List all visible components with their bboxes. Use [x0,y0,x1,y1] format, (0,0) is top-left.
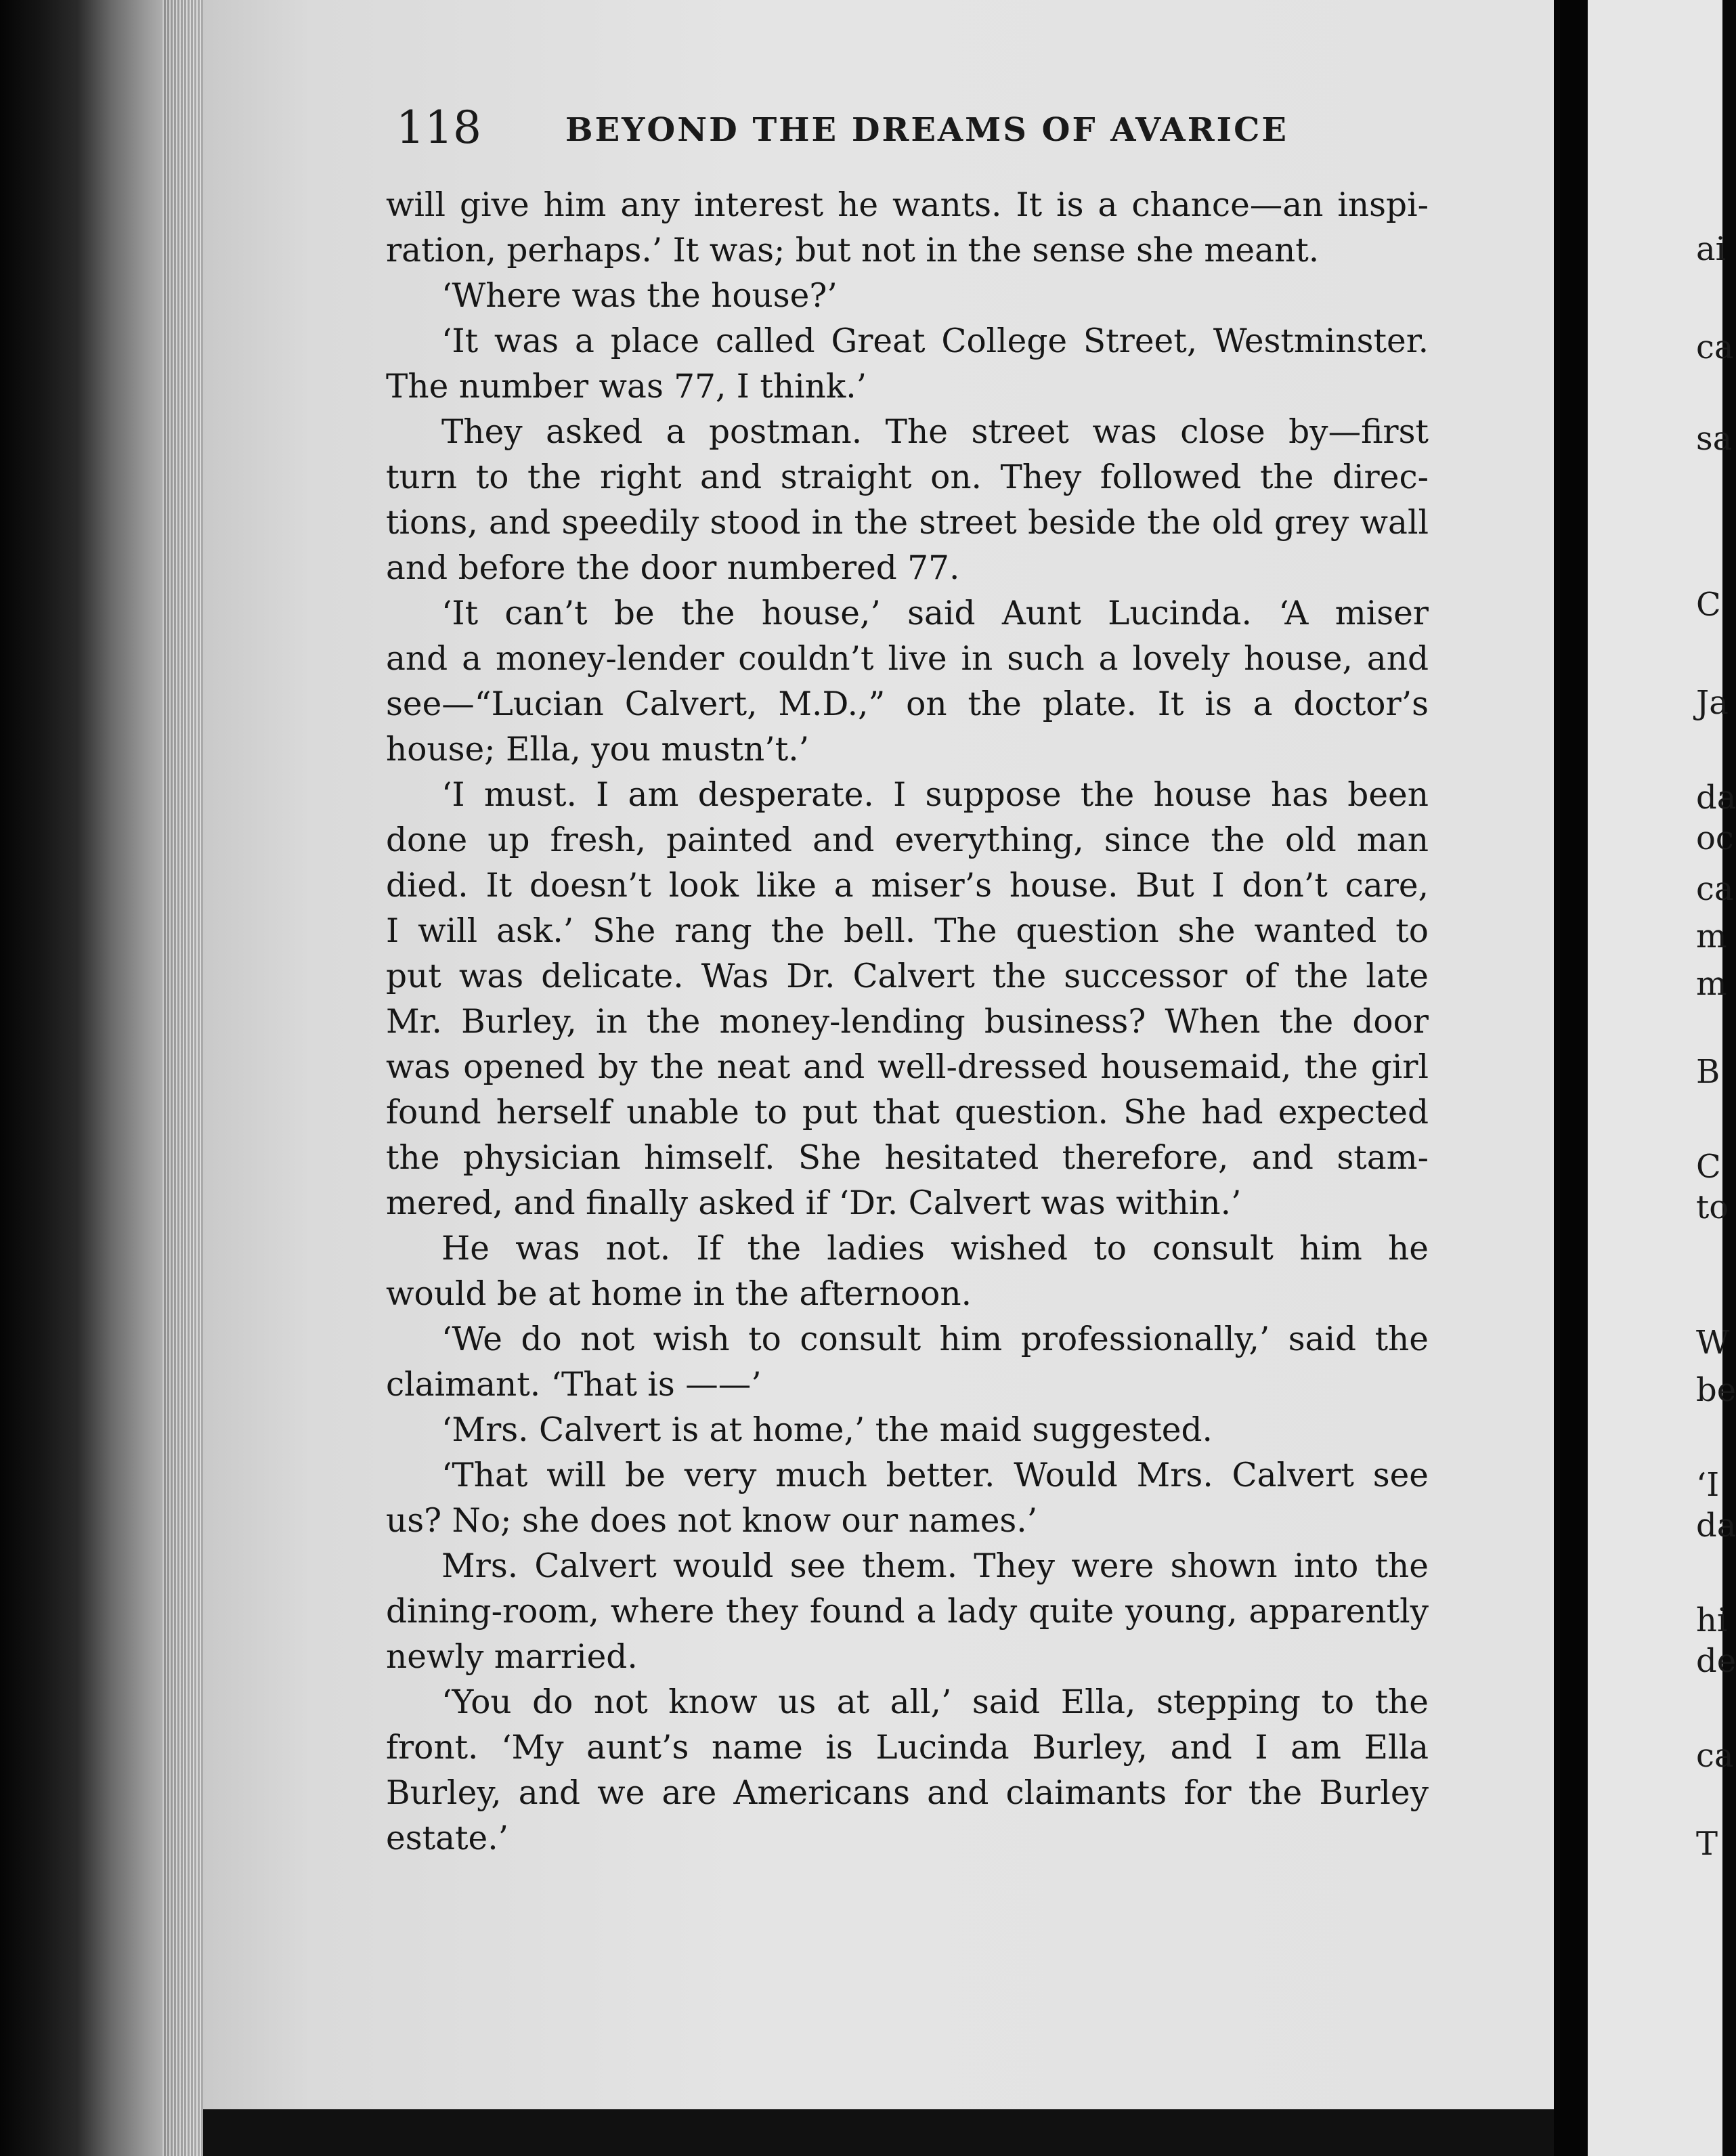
facing-page-fragment: hi [1696,1601,1728,1639]
text-line: Burley, and we are Americans and claimants for the Burley [386,1774,1429,1812]
text-line: Mrs. Calvert would see them. They were shown into the [441,1547,1429,1585]
text-line: tions, and speedily stood in the street beside the old grey wall [386,504,1429,542]
text-line: and before the door numbered 77. [386,549,960,587]
text-line: put was delicate. Was Dr. Calvert the successor of the late [386,957,1429,995]
text-line: done up fresh, painted and everything, since the old man [386,821,1429,859]
text-line: ‘You do not know us at all,’ said Ella, stepping to the [441,1683,1429,1721]
facing-page-fragment: da [1696,779,1736,817]
facing-page-fragment: Ja [1696,684,1729,722]
paragraph [386,1453,1429,1544]
text-line: front. ‘My aunt’s name is Lucinda Burley, and I am Ella [386,1729,1429,1767]
page-number: 118 [396,102,481,154]
facing-page-fragment: C [1696,1148,1721,1186]
paragraph [386,773,1429,1226]
text-line: mered, and finally asked if ‘Dr. Calvert was within.’ [386,1184,1242,1222]
facing-page-fragment: T [1696,1825,1718,1863]
paragraph [386,1680,1429,1861]
facing-page-fragment: de [1696,1642,1736,1680]
facing-page-fragment: be [1696,1371,1736,1409]
facing-page-fragment: C [1696,586,1721,624]
text-line: ‘I must. I am desperate. I suppose the house has been [441,776,1429,814]
text-line: us? No; she does not know our names.’ [386,1502,1038,1540]
text-line: claimant. ‘That is ——’ [386,1366,762,1404]
paragraph [386,1226,1429,1317]
facing-page-fragment: ca [1696,870,1734,908]
facing-page-fragment: B [1696,1053,1720,1091]
facing-page-fragment: ca [1696,328,1734,366]
text-line: estate.’ [386,1819,509,1857]
facing-page-fragment: ca [1696,1737,1734,1775]
text-line: see—“Lucian Calvert, M.D.,” on the plate. It is a doctor’s [386,685,1429,723]
text-line: Mr. Burley, in the money-lending business? When the door [386,1003,1429,1041]
paragraph [386,274,1429,319]
running-title: BEYOND THE DREAMS OF AVARICE [565,111,1288,149]
text-line: ‘Mrs. Calvert is at home,’ the maid suggested. [441,1411,1213,1449]
paragraph [386,183,1429,274]
paragraph [386,1408,1429,1453]
text-line: ‘It was a place called Great College Street, Westminster. [441,322,1429,360]
facing-page-fragment: to [1696,1188,1729,1226]
page-bottom-shadow [203,2109,1554,2156]
page-edges [162,0,203,2156]
text-line: will give him any interest he wants. It is a chance—an inspi- [386,186,1429,224]
text-line: dining-room, where they found a lady quite young, apparently [386,1593,1429,1631]
text-line: ration, perhaps.’ It was; but not in the sense she meant. [386,232,1320,270]
paragraph [386,1317,1429,1408]
facing-page-fragment: sa [1696,420,1733,458]
page-header [396,102,1452,163]
text-line: newly married. [386,1638,638,1676]
book-gutter [1554,0,1588,2156]
text-line: the physician himself. She hesitated therefore, and stam- [386,1139,1429,1177]
facing-page-fragment: oc [1696,819,1734,857]
text-line: ‘We do not wish to consult him professionally,’ said the [441,1320,1429,1358]
text-line: He was not. If the ladies wished to consult him he [441,1230,1429,1268]
facing-page-fragment: da [1696,1507,1736,1545]
facing-page-fragment: W [1696,1324,1730,1362]
body-text [386,183,1429,1861]
paragraph [386,410,1429,591]
facing-page-text-fragments [1696,0,1736,2156]
facing-page-fragment: m [1696,965,1727,1003]
text-line: died. It doesn’t look like a miser’s house. But I don’t care, [386,867,1429,905]
paragraph [386,319,1429,410]
text-line: was opened by the neat and well-dressed housemaid, the girl [386,1048,1429,1086]
text-line: ‘That will be very much better. Would Mrs. Calvert see [441,1457,1429,1494]
text-line: house; Ella, you mustn’t.’ [386,731,810,769]
text-line: would be at home in the afternoon. [386,1275,972,1313]
text-line: They asked a postman. The street was close by—first [441,413,1429,451]
facing-page-fragment: ai [1696,230,1726,268]
text-line: ‘Where was the house?’ [441,277,838,315]
text-line: found herself unable to put that question. She had expected [386,1094,1429,1131]
text-line: turn to the right and straight on. They followed the direc- [386,458,1429,496]
paragraph [386,1544,1429,1680]
facing-page-fragment: m [1696,918,1727,955]
text-line: and a money-lender couldn’t live in such a lovely house, and [386,640,1429,678]
text-line: I will ask.’ She rang the bell. The question she wanted to [386,912,1429,950]
facing-page-fragment: ‘I [1696,1466,1720,1504]
text-line: ‘It can’t be the house,’ said Aunt Lucinda. ‘A miser [441,595,1429,632]
text-line: The number was 77, I think.’ [386,368,867,406]
paragraph [386,591,1429,773]
